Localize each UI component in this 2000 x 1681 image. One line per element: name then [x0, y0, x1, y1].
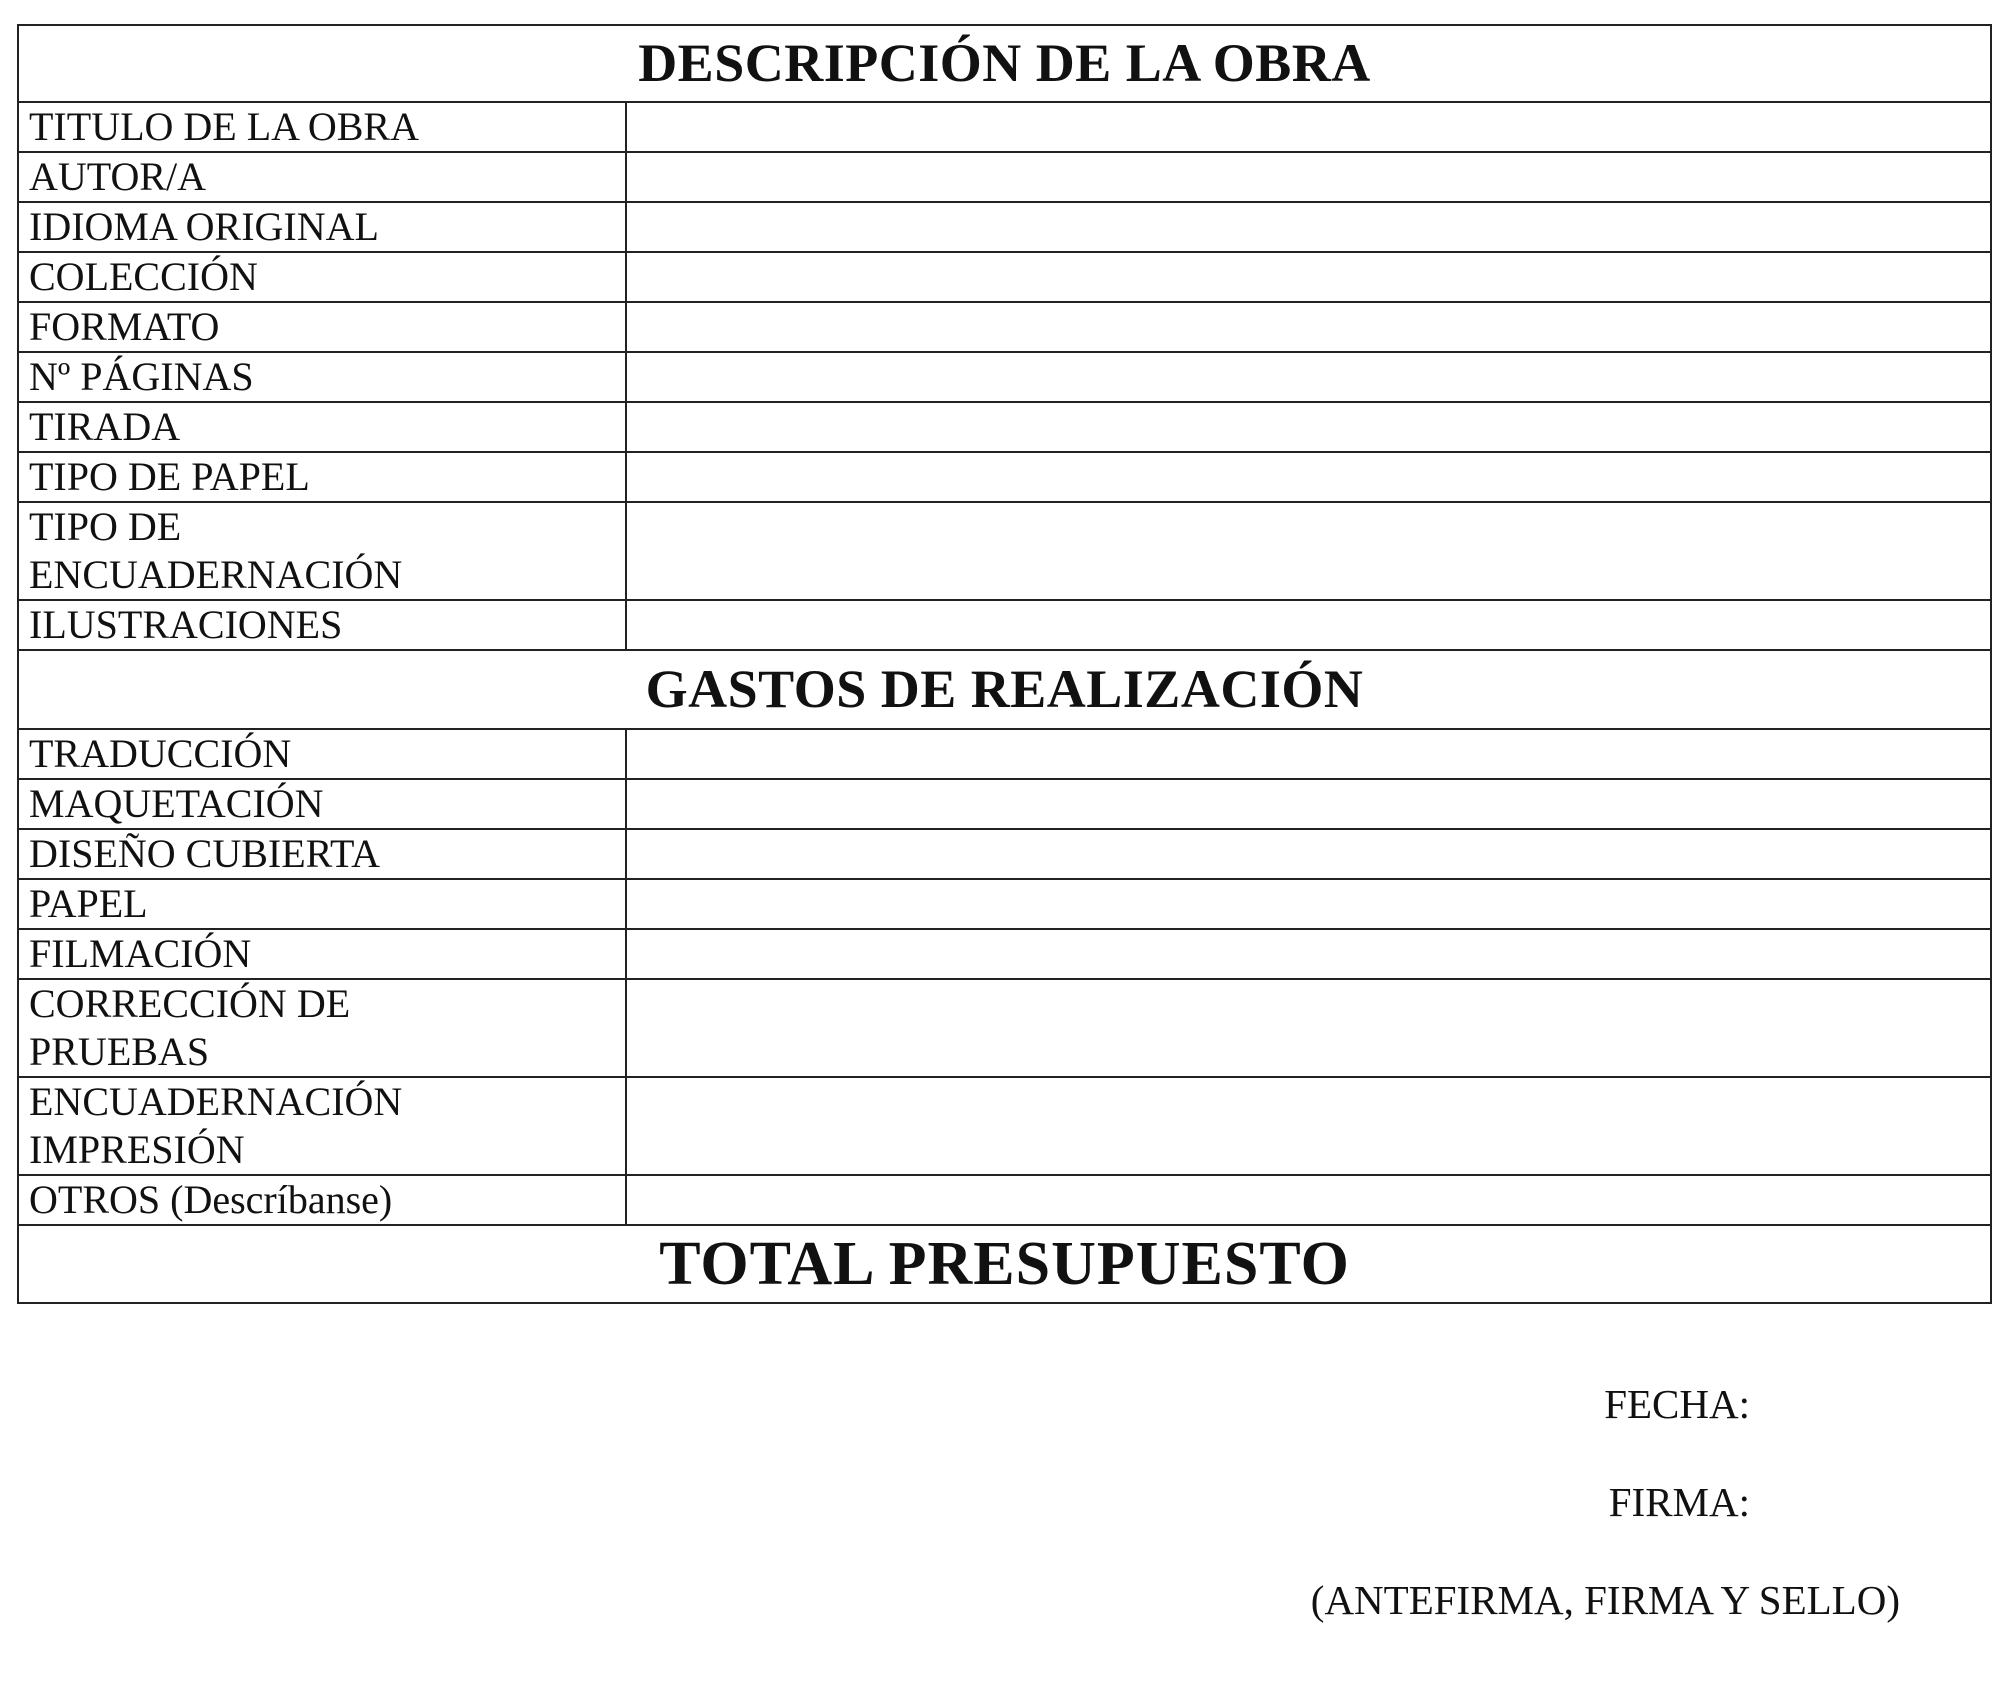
budget-form-table	[17, 24, 1992, 1304]
table-row	[18, 779, 1991, 829]
field-correccion-pruebas[interactable]	[626, 979, 1991, 1077]
field-encuadernacion-impresion[interactable]	[626, 1077, 1991, 1175]
field-titulo[interactable]	[626, 102, 1991, 152]
table-row	[18, 302, 1991, 352]
table-row	[18, 202, 1991, 252]
section-title-description: DESCRIPCIÓN DE LA OBRA	[18, 25, 1991, 102]
table-row	[18, 402, 1991, 452]
row-label-encuadernacion-impresion: ENCUADERNACIÓN IMPRESIÓN	[18, 1077, 626, 1175]
field-papel[interactable]	[626, 879, 1991, 929]
total-budget-title: TOTAL PRESUPUESTO	[18, 1225, 1991, 1303]
row-label-tirada: TIRADA	[18, 402, 626, 452]
field-tirada[interactable]	[626, 402, 1991, 452]
row-label-idioma: IDIOMA ORIGINAL	[18, 202, 626, 252]
field-coleccion[interactable]	[626, 252, 1991, 302]
row-label-formato: FORMATO	[18, 302, 626, 352]
row-label-tipo-encuadernacion: TIPO DE ENCUADERNACIÓN	[18, 502, 626, 600]
field-maquetacion[interactable]	[626, 779, 1991, 829]
table-row	[18, 152, 1991, 202]
field-diseno-cubierta[interactable]	[626, 829, 1991, 879]
field-filmacion[interactable]	[626, 929, 1991, 979]
field-paginas[interactable]	[626, 352, 1991, 402]
row-label-tipo-papel: TIPO DE PAPEL	[18, 452, 626, 502]
table-row	[18, 352, 1991, 402]
row-label-maquetacion: MAQUETACIÓN	[18, 779, 626, 829]
field-tipo-encuadernacion[interactable]	[626, 502, 1991, 600]
field-idioma[interactable]	[626, 202, 1991, 252]
field-ilustraciones[interactable]	[626, 600, 1991, 650]
table-row	[18, 729, 1991, 779]
table-row	[18, 502, 1991, 600]
table-row	[18, 1175, 1991, 1225]
date-label: FECHA:	[1604, 1381, 1750, 1427]
row-label-correccion-pruebas: CORRECCIÓN DE PRUEBAS	[18, 979, 626, 1077]
table-row	[18, 879, 1991, 929]
row-label-titulo: TITULO DE LA OBRA	[18, 102, 626, 152]
table-row	[18, 102, 1991, 152]
table-row	[18, 929, 1991, 979]
row-label-paginas: Nº PÁGINAS	[18, 352, 626, 402]
field-formato[interactable]	[626, 302, 1991, 352]
table-row	[18, 252, 1991, 302]
signature-block	[1250, 1355, 1990, 1649]
section-title-expenses: GASTOS DE REALIZACIÓN	[18, 650, 1991, 729]
row-label-otros: OTROS (Descríbanse)	[18, 1175, 626, 1225]
field-traduccion[interactable]	[626, 729, 1991, 779]
field-tipo-papel[interactable]	[626, 452, 1991, 502]
row-label-papel: PAPEL	[18, 879, 626, 929]
signature-note: (ANTEFIRMA, FIRMA Y SELLO)	[1310, 1577, 1900, 1623]
table-row	[18, 1077, 1991, 1175]
row-label-coleccion: COLECCIÓN	[18, 252, 626, 302]
row-label-filmacion: FILMACIÓN	[18, 929, 626, 979]
signature-label: FIRMA:	[1608, 1479, 1750, 1525]
row-label-traduccion: TRADUCCIÓN	[18, 729, 626, 779]
table-row	[18, 829, 1991, 879]
field-autor[interactable]	[626, 152, 1991, 202]
table-row	[18, 452, 1991, 502]
table-row	[18, 979, 1991, 1077]
row-label-ilustraciones: ILUSTRACIONES	[18, 600, 626, 650]
row-label-diseno-cubierta: DISEÑO CUBIERTA	[18, 829, 626, 879]
row-label-autor: AUTOR/A	[18, 152, 626, 202]
field-otros[interactable]	[626, 1175, 1991, 1225]
table-row	[18, 600, 1991, 650]
